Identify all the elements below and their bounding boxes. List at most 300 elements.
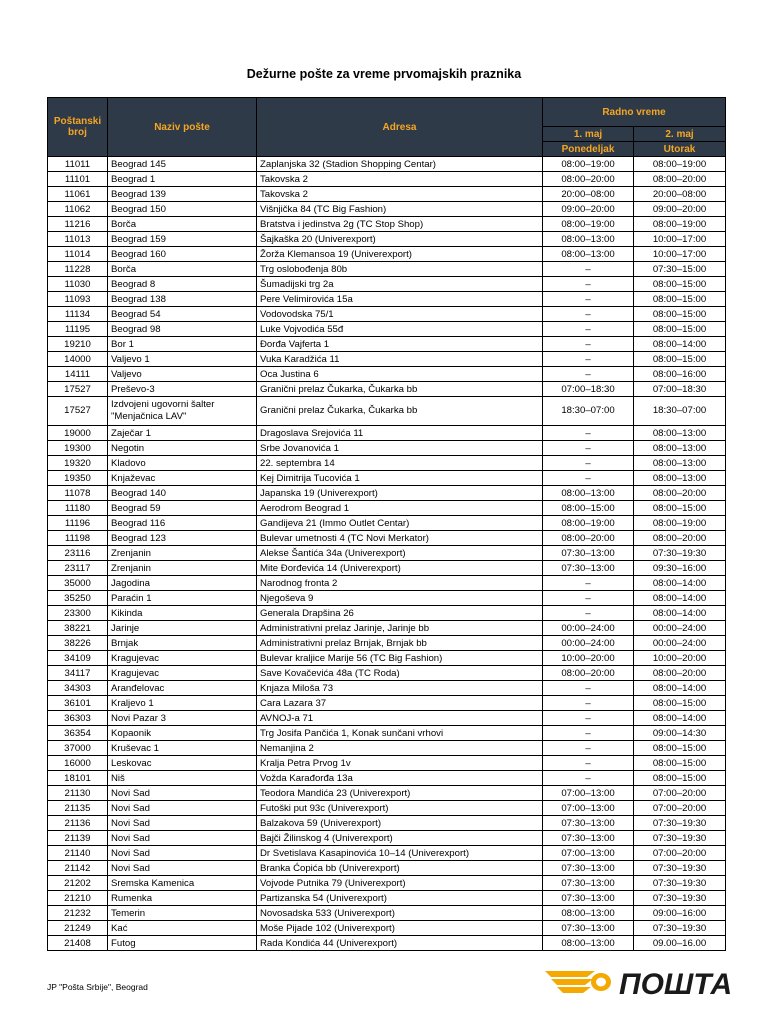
hours-may1-cell: 07:30–13:00 <box>543 816 634 831</box>
postal-code-cell: 21136 <box>48 816 108 831</box>
address-cell: Teodora Mandića 23 (Univerexport) <box>257 786 543 801</box>
office-name-cell: Jarinje <box>108 621 257 636</box>
postal-code-cell: 35000 <box>48 576 108 591</box>
postal-code-cell: 21130 <box>48 786 108 801</box>
table-row <box>48 292 726 307</box>
office-name-cell: Borča <box>108 217 257 232</box>
postal-code-cell: 11216 <box>48 217 108 232</box>
hours-may2-cell: 07:30–19:30 <box>634 876 726 891</box>
office-name-cell: Novi Sad <box>108 801 257 816</box>
address-cell: Dr Svetislava Kasapinovića 10–14 (Univerexport) <box>257 846 543 861</box>
footer-publisher: JP "Pošta Srbije", Beograd <box>47 982 148 992</box>
postal-code-cell: 11093 <box>48 292 108 307</box>
hours-may2-cell: 08:00–20:00 <box>634 486 726 501</box>
address-cell: Vojvode Putnika 79 (Univerexport) <box>257 876 543 891</box>
office-name-cell: Beograd 138 <box>108 292 257 307</box>
header-working-hours: Radno vreme <box>543 98 726 127</box>
address-cell: Administrativni prelaz Jarinje, Jarinje bb <box>257 621 543 636</box>
office-name-cell: Kragujevac <box>108 666 257 681</box>
office-name-cell: Kragujevac <box>108 651 257 666</box>
postal-code-cell: 11014 <box>48 247 108 262</box>
postal-code-cell: 38226 <box>48 636 108 651</box>
hours-may1-cell: 08:00–13:00 <box>543 936 634 951</box>
hours-may2-cell: 08:00–20:00 <box>634 531 726 546</box>
table-row <box>48 891 726 906</box>
address-cell: Luke Vojvodića 55đ <box>257 322 543 337</box>
table-row <box>48 636 726 651</box>
postal-code-cell: 11101 <box>48 172 108 187</box>
address-cell: Šajkaška 20 (Univerexport) <box>257 232 543 247</box>
office-name-cell: Beograd 139 <box>108 187 257 202</box>
postal-code-cell: 21249 <box>48 921 108 936</box>
postal-code-cell: 36303 <box>48 711 108 726</box>
hours-may1-cell: 10:00–20:00 <box>543 651 634 666</box>
postal-code-cell: 18101 <box>48 771 108 786</box>
office-name-cell: Beograd 8 <box>108 277 257 292</box>
table-row <box>48 516 726 531</box>
office-name-cell: Beograd 159 <box>108 232 257 247</box>
office-name-cell: Leskovac <box>108 756 257 771</box>
postal-code-cell: 34117 <box>48 666 108 681</box>
postal-code-cell: 34109 <box>48 651 108 666</box>
address-cell: Vodovodska 75/1 <box>257 307 543 322</box>
postal-code-cell: 19300 <box>48 441 108 456</box>
hours-may2-cell: 08:00–15:00 <box>634 741 726 756</box>
header-address: Adresa <box>257 98 543 157</box>
table-row <box>48 456 726 471</box>
office-name-cell: Novi Sad <box>108 846 257 861</box>
address-cell: Alekse Šantića 34a (Univerexport) <box>257 546 543 561</box>
office-name-cell: Novi Sad <box>108 786 257 801</box>
table-row <box>48 322 726 337</box>
table-row <box>48 591 726 606</box>
hours-may1-cell: – <box>543 352 634 367</box>
hours-may1-cell: – <box>543 292 634 307</box>
hours-may2-cell: 09:30–16:00 <box>634 561 726 576</box>
table-row <box>48 711 726 726</box>
hours-may1-cell: 08:00–13:00 <box>543 906 634 921</box>
hours-may2-cell: 09:00–20:00 <box>634 202 726 217</box>
hours-may2-cell: 10:00–17:00 <box>634 247 726 262</box>
table-row <box>48 561 726 576</box>
office-name-cell: Novi Sad <box>108 861 257 876</box>
table-row <box>48 741 726 756</box>
table-row <box>48 861 726 876</box>
hours-may1-cell: – <box>543 606 634 621</box>
hours-may2-cell: 18:30–07:00 <box>634 397 726 426</box>
address-cell: Granični prelaz Čukarka, Čukarka bb <box>257 397 543 426</box>
office-name-cell: Jagodina <box>108 576 257 591</box>
postal-code-cell: 11198 <box>48 531 108 546</box>
hours-may2-cell: 07:00–18:30 <box>634 382 726 397</box>
address-cell: Njegoševa 9 <box>257 591 543 606</box>
office-name-cell: Futog <box>108 936 257 951</box>
office-name-cell: Novi Sad <box>108 816 257 831</box>
hours-may1-cell: 07:30–13:00 <box>543 876 634 891</box>
postal-code-cell: 11180 <box>48 501 108 516</box>
logo-text: ПОШТА <box>619 968 733 1001</box>
office-name-cell: Izdvojeni ugovorni šalter "Menjačnica LAV" <box>108 397 257 426</box>
address-cell: Novosadska 533 (Univerexport) <box>257 906 543 921</box>
posthorn-wings-logo-icon <box>543 965 753 1001</box>
address-cell: Aerodrom Beograd 1 <box>257 501 543 516</box>
office-name-cell: Kruševac 1 <box>108 741 257 756</box>
hours-may2-cell: 08:00–15:00 <box>634 696 726 711</box>
postal-code-cell: 11062 <box>48 202 108 217</box>
postal-code-cell: 17527 <box>48 382 108 397</box>
hours-may2-cell: 08:00–13:00 <box>634 426 726 441</box>
postal-code-cell: 21139 <box>48 831 108 846</box>
postal-code-cell: 21142 <box>48 861 108 876</box>
hours-may1-cell: – <box>543 471 634 486</box>
table-row <box>48 352 726 367</box>
hours-may2-cell: 08:00–20:00 <box>634 172 726 187</box>
hours-may2-cell: 07:30–19:30 <box>634 921 726 936</box>
hours-may1-cell: 08:00–19:00 <box>543 217 634 232</box>
address-cell: Bratstva i jedinstva 2g (TC Stop Shop) <box>257 217 543 232</box>
postal-code-cell: 38221 <box>48 621 108 636</box>
hours-may2-cell: 08:00–20:00 <box>634 666 726 681</box>
hours-may1-cell: – <box>543 756 634 771</box>
postal-code-cell: 11061 <box>48 187 108 202</box>
address-cell: Višnjička 84 (TC Big Fashion) <box>257 202 543 217</box>
postal-code-cell: 17527 <box>48 397 108 426</box>
hours-may2-cell: 08:00–13:00 <box>634 456 726 471</box>
address-cell: Moše Pijade 102 (Univerexport) <box>257 921 543 936</box>
office-name-cell: Beograd 116 <box>108 516 257 531</box>
address-cell: Nemanjina 2 <box>257 741 543 756</box>
hours-may1-cell: 20:00–08:00 <box>543 187 634 202</box>
address-cell: Kralja Petra Prvog 1v <box>257 756 543 771</box>
posta-logo <box>543 965 753 1001</box>
hours-may1-cell: 07:00–13:00 <box>543 846 634 861</box>
postal-code-cell: 14000 <box>48 352 108 367</box>
hours-may1-cell: 08:00–20:00 <box>543 531 634 546</box>
table-row <box>48 936 726 951</box>
hours-may1-cell: – <box>543 726 634 741</box>
hours-may2-cell: 08:00–14:00 <box>634 711 726 726</box>
hours-may2-cell: 08:00–15:00 <box>634 292 726 307</box>
table-row <box>48 696 726 711</box>
header-day1: 1. maj <box>543 127 634 142</box>
postal-code-cell: 21202 <box>48 876 108 891</box>
table-row <box>48 471 726 486</box>
address-cell: Bulevar umetnosti 4 (TC Novi Merkator) <box>257 531 543 546</box>
hours-may1-cell: 08:00–20:00 <box>543 172 634 187</box>
hours-may1-cell: 07:30–13:00 <box>543 546 634 561</box>
hours-may2-cell: 10:00–17:00 <box>634 232 726 247</box>
address-cell: Bajči Žilinskog 4 (Univerexport) <box>257 831 543 846</box>
postal-code-cell: 21408 <box>48 936 108 951</box>
table-row <box>48 921 726 936</box>
table-row <box>48 187 726 202</box>
table-row <box>48 876 726 891</box>
hours-may2-cell: 08:00–15:00 <box>634 501 726 516</box>
postal-code-cell: 19320 <box>48 456 108 471</box>
hours-may1-cell: 08:00–19:00 <box>543 157 634 172</box>
hours-may1-cell: 07:00–13:00 <box>543 786 634 801</box>
address-cell: Šumadijski trg 2a <box>257 277 543 292</box>
hours-may1-cell: 08:00–13:00 <box>543 247 634 262</box>
hours-may2-cell: 08:00–15:00 <box>634 352 726 367</box>
office-name-cell: Borča <box>108 262 257 277</box>
hours-may1-cell: – <box>543 322 634 337</box>
postal-code-cell: 21210 <box>48 891 108 906</box>
postal-code-cell: 11078 <box>48 486 108 501</box>
table-row <box>48 382 726 397</box>
postal-code-cell: 36101 <box>48 696 108 711</box>
hours-may1-cell: 08:00–19:00 <box>543 516 634 531</box>
hours-may1-cell: – <box>543 456 634 471</box>
hours-may1-cell: – <box>543 591 634 606</box>
address-cell: Vožda Karađorđa 13a <box>257 771 543 786</box>
hours-may1-cell: 08:00–15:00 <box>543 501 634 516</box>
address-cell: Administrativni prelaz Brnjak, Brnjak bb <box>257 636 543 651</box>
header-day2: 2. maj <box>634 127 726 142</box>
address-cell: Trg oslobođenja 80b <box>257 262 543 277</box>
postal-code-cell: 23116 <box>48 546 108 561</box>
table-row <box>48 217 726 232</box>
hours-may2-cell: 08:00–19:00 <box>634 217 726 232</box>
office-name-cell: Aranđelovac <box>108 681 257 696</box>
address-cell: Partizanska 54 (Univerexport) <box>257 891 543 906</box>
hours-may1-cell: 07:00–13:00 <box>543 801 634 816</box>
office-name-cell: Zaječar 1 <box>108 426 257 441</box>
table-row <box>48 801 726 816</box>
postal-code-cell: 11196 <box>48 516 108 531</box>
table-row <box>48 681 726 696</box>
office-name-cell: Valjevo 1 <box>108 352 257 367</box>
hours-may2-cell: 08:00–19:00 <box>634 516 726 531</box>
table-row <box>48 576 726 591</box>
postal-code-cell: 21140 <box>48 846 108 861</box>
hours-may1-cell: 07:00–18:30 <box>543 382 634 397</box>
hours-may2-cell: 07:00–20:00 <box>634 801 726 816</box>
table-row <box>48 486 726 501</box>
hours-may1-cell: 00:00–24:00 <box>543 636 634 651</box>
hours-may2-cell: 09:00–16:00 <box>634 906 726 921</box>
address-cell: Narodnog fronta 2 <box>257 576 543 591</box>
hours-may2-cell: 10:00–20:00 <box>634 651 726 666</box>
table-row <box>48 546 726 561</box>
postal-code-cell: 21232 <box>48 906 108 921</box>
page-title: Dežurne pošte za vreme prvomajskih praznika <box>246 67 522 81</box>
hours-may2-cell: 08:00–14:00 <box>634 591 726 606</box>
hours-may1-cell: – <box>543 367 634 382</box>
hours-may1-cell: 18:30–07:00 <box>543 397 634 426</box>
postal-code-cell: 23117 <box>48 561 108 576</box>
table-row <box>48 441 726 456</box>
address-cell: Save Kovačevića 48a (TC Roda) <box>257 666 543 681</box>
table-row <box>48 726 726 741</box>
hours-may1-cell: – <box>543 696 634 711</box>
table-row <box>48 621 726 636</box>
hours-may1-cell: 09:00–20:00 <box>543 202 634 217</box>
postal-code-cell: 19210 <box>48 337 108 352</box>
office-name-cell: Beograd 1 <box>108 172 257 187</box>
hours-may2-cell: 07:30–19:30 <box>634 831 726 846</box>
address-cell: Balzakova 59 (Univerexport) <box>257 816 543 831</box>
address-cell: Zaplanjska 32 (Stadion Shopping Centar) <box>257 157 543 172</box>
address-cell: Gandijeva 21 (Immo Outlet Centar) <box>257 516 543 531</box>
hours-may1-cell: 08:00–13:00 <box>543 232 634 247</box>
office-name-cell: Sremska Kamenica <box>108 876 257 891</box>
postal-code-cell: 11195 <box>48 322 108 337</box>
address-cell: Žorža Klemansoa 19 (Univerexport) <box>257 247 543 262</box>
table-row <box>48 277 726 292</box>
hours-may2-cell: 08:00–14:00 <box>634 606 726 621</box>
header-office-name: Naziv pošte <box>108 98 257 157</box>
address-cell: Đorđa Vajferta 1 <box>257 337 543 352</box>
address-cell: Kej Dimitrija Tucovića 1 <box>257 471 543 486</box>
hours-may1-cell: 08:00–20:00 <box>543 666 634 681</box>
postal-code-cell: 11228 <box>48 262 108 277</box>
office-name-cell: Bor 1 <box>108 337 257 352</box>
address-cell: Takovska 2 <box>257 172 543 187</box>
address-cell: Bulevar kraljice Marije 56 (TC Big Fashion) <box>257 651 543 666</box>
office-name-cell: Beograd 140 <box>108 486 257 501</box>
hours-may1-cell: 08:00–13:00 <box>543 486 634 501</box>
hours-may2-cell: 08:00–15:00 <box>634 756 726 771</box>
office-name-cell: Beograd 150 <box>108 202 257 217</box>
address-cell: Dragoslava Srejovića 11 <box>257 426 543 441</box>
hours-may2-cell: 08:00–14:00 <box>634 681 726 696</box>
postal-code-cell: 11134 <box>48 307 108 322</box>
hours-may2-cell: 07:30–19:30 <box>634 816 726 831</box>
address-cell: Takovska 2 <box>257 187 543 202</box>
office-name-cell: Kraljevo 1 <box>108 696 257 711</box>
office-name-cell: Beograd 123 <box>108 531 257 546</box>
postal-code-cell: 11030 <box>48 277 108 292</box>
hours-may1-cell: – <box>543 771 634 786</box>
hours-may2-cell: 09:00–14:30 <box>634 726 726 741</box>
office-name-cell: Paraćin 1 <box>108 591 257 606</box>
address-cell: Cara Lazara 37 <box>257 696 543 711</box>
hours-may2-cell: 09.00–16.00 <box>634 936 726 951</box>
table-row <box>48 816 726 831</box>
office-name-cell: Kikinda <box>108 606 257 621</box>
table-row <box>48 531 726 546</box>
postal-code-cell: 19350 <box>48 471 108 486</box>
postal-code-cell: 14111 <box>48 367 108 382</box>
hours-may2-cell: 07:30–19:30 <box>634 861 726 876</box>
header-weekday1: Ponedeljak <box>543 142 634 157</box>
address-cell: 22. septembra 14 <box>257 456 543 471</box>
postal-code-cell: 23300 <box>48 606 108 621</box>
table-row <box>48 367 726 382</box>
hours-may2-cell: 08:00–15:00 <box>634 277 726 292</box>
address-cell: Vuka Karadžića 11 <box>257 352 543 367</box>
table-row <box>48 846 726 861</box>
address-cell: Mite Đorđevića 14 (Univerexport) <box>257 561 543 576</box>
table-header <box>48 98 726 157</box>
office-name-cell: Novi Pazar 3 <box>108 711 257 726</box>
hours-may2-cell: 08:00–16:00 <box>634 367 726 382</box>
hours-may1-cell: 07:30–13:00 <box>543 561 634 576</box>
office-name-cell: Beograd 98 <box>108 322 257 337</box>
hours-may1-cell: – <box>543 711 634 726</box>
office-name-cell: Brnjak <box>108 636 257 651</box>
postal-code-cell: 36354 <box>48 726 108 741</box>
address-cell: Generala Drapšina 26 <box>257 606 543 621</box>
hours-may1-cell: 00:00–24:00 <box>543 621 634 636</box>
address-cell: Granični prelaz Čukarka, Čukarka bb <box>257 382 543 397</box>
header-postal-code: Poštanski broj <box>48 98 108 157</box>
table-row <box>48 831 726 846</box>
hours-may1-cell: – <box>543 741 634 756</box>
table-body <box>48 157 726 951</box>
address-cell: AVNOJ-a 71 <box>257 711 543 726</box>
table-row <box>48 157 726 172</box>
hours-may2-cell: 08:00–14:00 <box>634 576 726 591</box>
office-name-cell: Temerin <box>108 906 257 921</box>
hours-may2-cell: 00:00–24:00 <box>634 636 726 651</box>
hours-may1-cell: – <box>543 307 634 322</box>
table-row <box>48 666 726 681</box>
office-name-cell: Beograd 59 <box>108 501 257 516</box>
postal-code-cell: 19000 <box>48 426 108 441</box>
office-name-cell: Niš <box>108 771 257 786</box>
table-row <box>48 771 726 786</box>
table-row <box>48 307 726 322</box>
table-row <box>48 262 726 277</box>
hours-may1-cell: – <box>543 681 634 696</box>
office-name-cell: Beograd 54 <box>108 307 257 322</box>
office-name-cell: Kopaonik <box>108 726 257 741</box>
address-cell: Trg Josifa Pančića 1, Konak sunčani vrhovi <box>257 726 543 741</box>
table-row <box>48 172 726 187</box>
postal-code-cell: 37000 <box>48 741 108 756</box>
address-cell: Pere Velimirovića 15a <box>257 292 543 307</box>
office-name-cell: Rumenka <box>108 891 257 906</box>
hours-may2-cell: 08:00–15:00 <box>634 322 726 337</box>
hours-may2-cell: 08:00–14:00 <box>634 337 726 352</box>
hours-may2-cell: 20:00–08:00 <box>634 187 726 202</box>
postal-code-cell: 21135 <box>48 801 108 816</box>
header-weekday2: Utorak <box>634 142 726 157</box>
address-cell: Japanska 19 (Univerexport) <box>257 486 543 501</box>
table-row <box>48 397 726 426</box>
address-cell: Oca Justina 6 <box>257 367 543 382</box>
table-row <box>48 651 726 666</box>
table-row <box>48 232 726 247</box>
office-name-cell: Kać <box>108 921 257 936</box>
postal-code-cell: 16000 <box>48 756 108 771</box>
postal-code-cell: 11011 <box>48 157 108 172</box>
postal-code-cell: 35250 <box>48 591 108 606</box>
table-row <box>48 426 726 441</box>
hours-may1-cell: – <box>543 576 634 591</box>
office-name-cell: Novi Sad <box>108 831 257 846</box>
address-cell: Branka Ćopića bb (Univerexport) <box>257 861 543 876</box>
table-row <box>48 337 726 352</box>
table-row <box>48 202 726 217</box>
hours-may1-cell: 07:30–13:00 <box>543 861 634 876</box>
table-row <box>48 906 726 921</box>
postal-code-cell: 11013 <box>48 232 108 247</box>
postal-code-cell: 34303 <box>48 681 108 696</box>
hours-may2-cell: 07:00–20:00 <box>634 846 726 861</box>
table-row <box>48 247 726 262</box>
office-name-cell: Zrenjanin <box>108 561 257 576</box>
hours-may1-cell: 07:30–13:00 <box>543 891 634 906</box>
hours-may2-cell: 00:00–24:00 <box>634 621 726 636</box>
hours-may2-cell: 07:30–19:30 <box>634 546 726 561</box>
hours-may2-cell: 08:00–19:00 <box>634 157 726 172</box>
table-row <box>48 501 726 516</box>
hours-may1-cell: – <box>543 277 634 292</box>
hours-may2-cell: 08:00–13:00 <box>634 441 726 456</box>
